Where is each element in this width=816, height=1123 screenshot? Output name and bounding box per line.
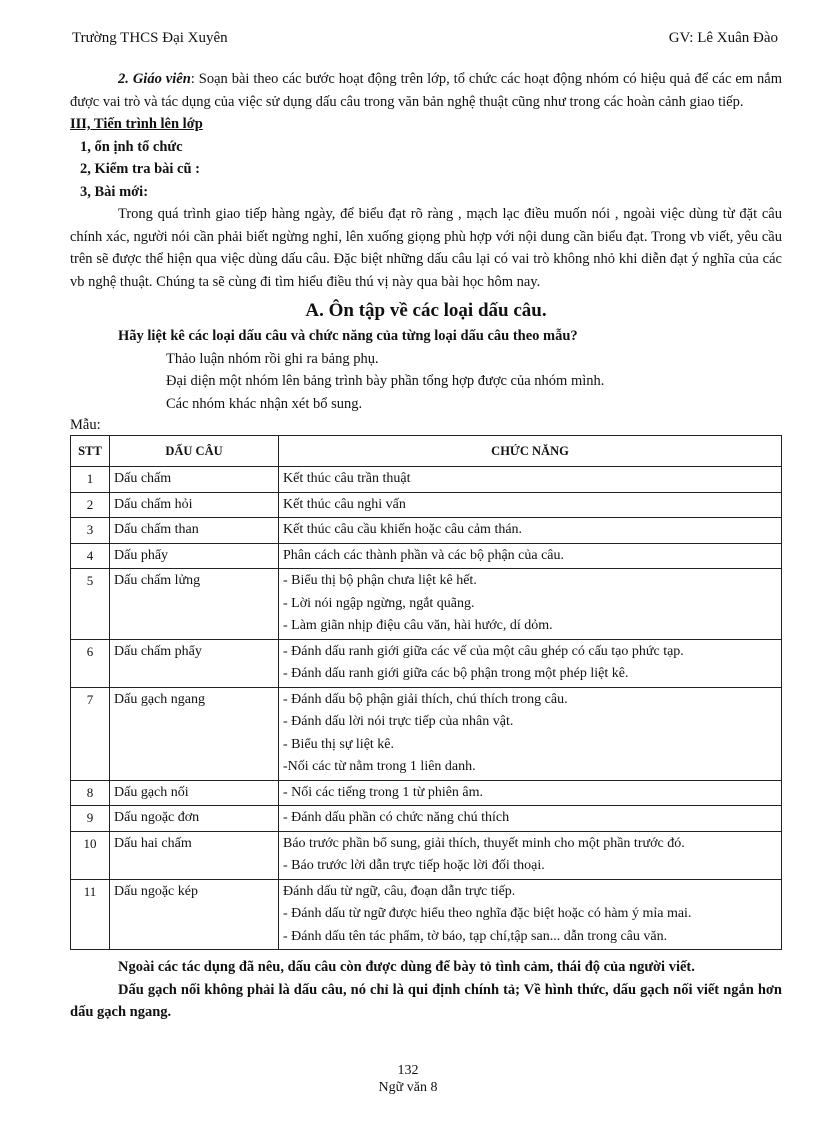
function-line: - Đánh dấu ranh giới giữa các vế của một câu ghép có cấu tạo phức tạp. bbox=[283, 643, 684, 659]
activity-step: Các nhóm khác nhận xét bổ sung. bbox=[166, 395, 363, 412]
table-row bbox=[71, 518, 782, 544]
function-line: - Đánh dấu từ ngữ được hiểu theo nghĩa đặc biệt hoặc có hàm ý mỉa mai. bbox=[283, 906, 692, 921]
teacher-prep-paragraph bbox=[70, 68, 782, 113]
row-function bbox=[279, 780, 782, 806]
row-function bbox=[279, 569, 782, 640]
table-row bbox=[71, 687, 782, 780]
header-school: Trường THCS Đại Xuyên bbox=[72, 30, 228, 46]
part-a-title: A. Ôn tập về các loại dấu câu. bbox=[305, 300, 547, 321]
row-function bbox=[279, 467, 782, 493]
table-body bbox=[71, 467, 782, 950]
row-stt: 5 bbox=[71, 569, 110, 640]
table-row bbox=[71, 543, 782, 569]
header-teacher: GV: Lê Xuân Đào bbox=[668, 30, 778, 46]
table-row bbox=[71, 831, 782, 879]
footer-subject: Ngữ văn 8 bbox=[378, 1080, 438, 1095]
function-line: Kết thúc câu trần thuật bbox=[283, 471, 411, 486]
row-mark: Dấu gạch nối bbox=[110, 780, 279, 806]
table-row bbox=[71, 492, 782, 518]
header-function: CHỨC NĂNG bbox=[279, 436, 782, 467]
header-mark: DẤU CÂU bbox=[110, 436, 279, 467]
row-function bbox=[279, 518, 782, 544]
row-function bbox=[279, 879, 782, 950]
row-stt: 1 bbox=[71, 467, 110, 493]
row-mark: Dấu ngoặc đơn bbox=[110, 806, 279, 832]
row-function bbox=[279, 831, 782, 879]
row-function bbox=[279, 687, 782, 780]
note-paragraph: Ngoài các tác dụng đã nêu, dấu câu còn được dùng để bày tỏ tình cảm, thái độ của người viết. bbox=[118, 959, 695, 975]
row-mark: Dấu gạch ngang bbox=[110, 687, 279, 780]
row-stt: 9 bbox=[71, 806, 110, 832]
table-row bbox=[71, 806, 782, 832]
row-stt: 8 bbox=[71, 780, 110, 806]
function-line: Phân cách các thành phần và các bộ phận của câu. bbox=[283, 547, 565, 563]
row-stt: 11 bbox=[71, 879, 110, 950]
function-line: Kết thúc câu nghi vấn bbox=[283, 496, 406, 512]
row-stt: 10 bbox=[71, 831, 110, 879]
row-mark: Dấu phẩy bbox=[110, 543, 279, 569]
function-line: - Làm giãn nhịp điệu câu văn, hài hước, dí dỏm. bbox=[283, 618, 553, 633]
row-mark: Dấu chấm bbox=[110, 467, 279, 493]
row-stt: 2 bbox=[71, 492, 110, 518]
table-row bbox=[71, 639, 782, 687]
function-line: - Nối các tiếng trong 1 từ phiên âm. bbox=[283, 784, 484, 800]
table-row bbox=[71, 879, 782, 950]
function-line: - Đánh dấu phần có chức năng chú thích bbox=[283, 810, 510, 825]
table-row bbox=[71, 780, 782, 806]
row-stt: 3 bbox=[71, 518, 110, 544]
row-stt: 6 bbox=[71, 639, 110, 687]
function-line: Kết thúc câu cầu khiến hoặc câu cảm thán. bbox=[283, 522, 523, 537]
row-function bbox=[279, 543, 782, 569]
teacher-prep-label: 2. Giáo viên bbox=[118, 71, 191, 87]
function-line: Báo trước phần bổ sung, giải thích, thuyết minh cho một phần trước đó. bbox=[283, 835, 685, 851]
part-a-question: Hãy liệt kê các loại dấu câu và chức năng của từng loại dấu câu theo mẫu? bbox=[118, 328, 578, 344]
row-mark: Dấu chấm phẩy bbox=[110, 639, 279, 687]
step-2: 2, Kiểm tra bài cũ : bbox=[80, 161, 201, 177]
note-paragraph: Dấu gạch nối không phải là dấu câu, nó chỉ là qui định chính tả; Về hình thức, dấu gạch nối viết ngắn hơn dấu gạch ngang. bbox=[70, 981, 782, 1020]
section-title: III, Tiến trình lên lớp bbox=[70, 116, 203, 132]
step-1: 1, ổn ịnh tổ chức bbox=[80, 138, 183, 155]
row-mark: Dấu chấm than bbox=[110, 518, 279, 544]
sample-label: Mẫu: bbox=[70, 417, 101, 433]
table-row bbox=[71, 569, 782, 640]
content bbox=[70, 68, 782, 1024]
function-line: - Đánh dấu bộ phận giải thích, chú thích trong câu. bbox=[283, 691, 568, 707]
row-function bbox=[279, 639, 782, 687]
header-stt: STT bbox=[71, 436, 110, 467]
activity-step: Đại diện một nhóm lên bảng trình bày phần tổng hợp được của nhóm mình. bbox=[166, 373, 605, 389]
row-mark: Dấu hai chấm bbox=[110, 831, 279, 879]
row-stt: 7 bbox=[71, 687, 110, 780]
intro-paragraph: Trong quá trình giao tiếp hàng ngày, để biểu đạt rõ ràng , mạch lạc điều muốn nói , ngoài việc dùng từ đặt câu chính xác, người nói cần phải biết ngừng nghỉ, lên xuống giọng phù hợp với nội dung cần biểu đạt. Trong vb viết, yêu cầu trên sẽ được thể hiện qua việc dùng dấu câu. Đặc biệt những dấu câu lại có vai trò không nhỏ khi diễn đạt ý nghĩa của các vb nghệ thuật. Chúng ta sẽ cùng đi tìm hiểu điều thú vị này qua bài học hôm nay. bbox=[70, 206, 782, 290]
page-number: 132 bbox=[397, 1063, 419, 1078]
teacher-prep-text: : Soạn bài theo các bước hoạt động trên lớp, tổ chức các hoạt động nhóm có hiệu quả để các em nắm được vai trò và tác dụng của việc sử dụng dấu câu trong văn bản nghệ thuật cũng như trong các hoàn cảnh giao tiếp. bbox=[70, 71, 783, 110]
table-row bbox=[71, 467, 782, 493]
row-stt: 4 bbox=[71, 543, 110, 569]
row-mark: Dấu chấm hỏi bbox=[110, 492, 279, 518]
row-mark: Dấu ngoặc kép bbox=[110, 879, 279, 950]
punctuation-table bbox=[70, 435, 782, 950]
function-line: - Báo trước lời dẫn trực tiếp hoặc lời đối thoại. bbox=[283, 858, 545, 873]
row-function bbox=[279, 492, 782, 518]
row-mark: Dấu chấm lửng bbox=[110, 569, 279, 640]
function-line: Đánh dấu từ ngữ, câu, đoạn dẫn trực tiếp. bbox=[283, 883, 516, 899]
activity-step: Thảo luận nhóm rồi ghi ra bảng phụ. bbox=[166, 350, 379, 367]
function-line: - Lời nói ngập ngừng, ngắt quãng. bbox=[283, 595, 475, 611]
function-line: - Biểu thị sự liệt kê. bbox=[283, 736, 395, 752]
function-line: - Đánh dấu lời nói trực tiếp của nhân vật. bbox=[283, 714, 514, 729]
function-line: - Biểu thị bộ phận chưa liệt kê hết. bbox=[283, 573, 477, 588]
function-line: -Nối các từ nằm trong 1 liên danh. bbox=[283, 759, 476, 774]
function-line: - Đánh dấu ranh giới giữa các bộ phận trong một phép liệt kê. bbox=[283, 666, 629, 681]
step-3: 3, Bài mới: bbox=[80, 183, 149, 200]
row-function bbox=[279, 806, 782, 832]
table-header-row bbox=[71, 436, 782, 467]
function-line: - Đánh dấu tên tác phẩm, tờ báo, tạp chí,tập san... dẫn trong câu văn. bbox=[283, 928, 668, 944]
